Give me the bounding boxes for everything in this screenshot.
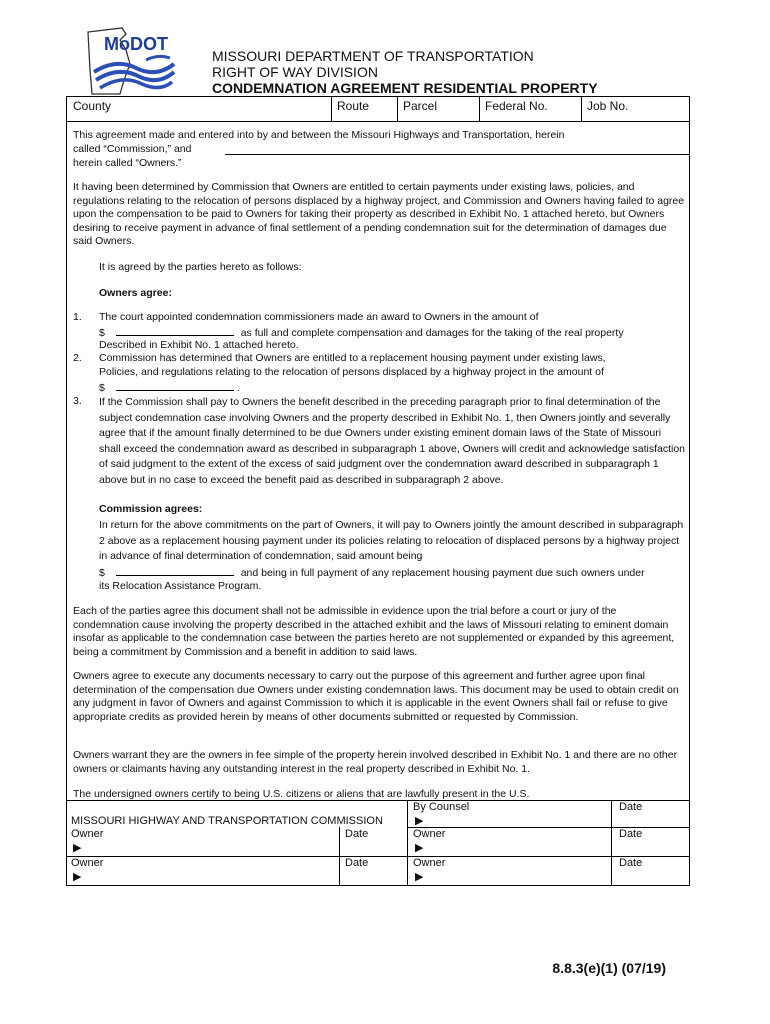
division-title: RIGHT OF WAY DIVISION [212, 64, 378, 80]
form-number: 8.8.3(e)(1) (07/19) [552, 960, 666, 976]
item-2-number: 2. [73, 352, 82, 364]
commission-text-2: and being in full payment of any replacement housing payment due such owners under [240, 567, 645, 579]
dollar-sign: $ [99, 327, 105, 339]
owner-2-date-label: Date [619, 828, 643, 840]
form-title: CONDEMNATION AGREEMENT RESIDENTIAL PROPERTY [212, 80, 598, 96]
county-field[interactable]: County [73, 99, 112, 113]
warranty-paragraph: Owners warrant they are the owners in fee simple of the property herein involved described in Exhibit No. 1 and there are no other owners or claimants having any outstanding interest in the real property described in Exhibit No. 1. [73, 749, 678, 775]
commission-agrees-heading: Commission agrees: [99, 503, 203, 515]
admissibility-paragraph: Each of the parties agree this document shall not be admissible in evidence upon the trial before a court or jury of the condemnation cause involving the property described in the attached exhibit and the laws of Missouri relating to eminent domain insofar as applicable to the condemnation case between the parties hereto are not supplemented or expanded by this agreement, being a commitment by Commission and a benefit in addition to said laws. [73, 605, 675, 658]
commission-signature-label: MISSOURI HIGHWAY AND TRANSPORTATION COMMISSION [71, 815, 383, 827]
replacement-amount-blank[interactable] [116, 380, 234, 391]
by-counsel-label: By Counsel [413, 801, 470, 813]
commission-amount-blank[interactable] [116, 565, 234, 576]
agreed-text: It is agreed by the parties hereto as follows: [99, 261, 302, 273]
commission-text-3: its Relocation Assistance Program. [99, 580, 262, 592]
intro-line-3: herein called “Owners.” [73, 157, 182, 169]
item-3-text: If the Commission shall pay to Owners the benefit described in the preceding paragraph prior to final determination of the subject condemnation case involving Owners and the property described in Exhibit No. 1, then Owners jointly and severally agree that if the amount finally determined to be due Owners under existing eminent domain laws of the State of Missouri shall exceed the condemnation award as described in subparagraph 1 above, Owners will credit and acknowledge satisfaction of said judgment to the extent of the excess of said judgment over the condemnation award described in subparagraph 1 above but in no case to exceed the benefit paid as described in subparagraph 2 above. [99, 396, 686, 486]
owner-1-signature-arrow[interactable]: ▶ [73, 842, 82, 854]
commission-text: In return for the above commitments on the part of Owners, it will pay to Owners jointly the amount described in subparagraph 2 above as a replacement housing payment under its policies relating to relocation of displaced persons by a highway project in advance of final determination of condemnation, said amount being [99, 519, 684, 563]
item-2-text-a: Commission has determined that Owners are entitled to a replacement housing payment under existing laws, [99, 352, 606, 364]
modot-logo [86, 20, 178, 100]
route-field[interactable]: Route [337, 99, 370, 113]
intro-line-2: called “Commission,” and [73, 143, 192, 155]
item-1-text-b-label: as full and complete compensation and damages for the taking of the real property [240, 327, 624, 339]
owners-name-line[interactable] [225, 154, 689, 155]
item-1-number: 1. [73, 311, 82, 323]
item-2-text-c [99, 380, 240, 396]
owner-2-signature-arrow[interactable]: ▶ [415, 842, 424, 854]
execution-paragraph: Owners agree to execute any documents necessary to carry out the purpose of this agreement and further agree upon final determination of the compensation due Owners under existing condemnation laws. This document may be used to obtain credit on any judgment in favor of Owners and against Commission to which it is applicable in the event Owners shall fail or refuse to give appropriate credits as provided herein by means of other documents submitted or requested by Commission. [73, 670, 679, 723]
commission-amount-line [99, 565, 685, 581]
form-frame [66, 96, 690, 886]
intro-line-1: This agreement made and entered into by and between the Missouri Highways and Transportation, herein [73, 129, 565, 141]
item-1-text-a: The court appointed condemnation commissioners made an award to Owners in the amount of [99, 311, 539, 323]
owner-4-signature-arrow[interactable]: ▶ [415, 871, 424, 883]
owner-1-label: Owner [71, 828, 104, 840]
owners-agree-heading: Owners agree: [99, 287, 172, 299]
owner-3-signature-arrow[interactable]: ▶ [73, 871, 82, 883]
counsel-signature-arrow[interactable]: ▶ [415, 815, 424, 827]
owner-4-date-label: Date [619, 857, 643, 869]
federal-no-field[interactable]: Federal No. [485, 99, 548, 113]
owner-4-label: Owner [413, 857, 446, 869]
owner-2-label: Owner [413, 828, 446, 840]
item-1-text-c: Described in Exhibit No. 1 attached hereto. [99, 339, 299, 351]
parcel-field[interactable]: Parcel [403, 99, 438, 113]
logo-text: MoDOT [104, 34, 168, 54]
dollar-sign: $ [99, 382, 105, 394]
department-title: MISSOURI DEPARTMENT OF TRANSPORTATION [212, 48, 534, 64]
dollar-sign: $ [99, 567, 105, 579]
determination-paragraph: It having been determined by Commission that Owners are entitled to certain payments under existing laws, policies, and regulations relating to the relocation of persons displaced by a highway project, and Commission and Owners having failed to agree upon the compensation to be paid to Owners for taking their property as described in Exhibit No. 1 attached hereto, but Owners desiring to receive payment in advance of final settlement of a pending condemnation suit for the determination of damages due said Owners. [73, 181, 685, 248]
item-3-number: 3. [73, 395, 82, 407]
owner-3-date-label: Date [345, 857, 369, 869]
award-amount-blank[interactable] [116, 325, 234, 336]
item-2-text-b: Policies, and regulations relating to the relocation of persons displaced by a highway project in the amount of [99, 366, 604, 378]
owner-1-date-label: Date [345, 828, 369, 840]
owner-3-label: Owner [71, 857, 104, 869]
counsel-date-label: Date [619, 801, 643, 813]
citizenship-paragraph: The undersigned owners certify to being U.S. citizens or aliens that are lawfully present in the U.S. [73, 788, 530, 800]
job-no-field[interactable]: Job No. [587, 99, 629, 113]
item-2-period: . [236, 382, 240, 394]
